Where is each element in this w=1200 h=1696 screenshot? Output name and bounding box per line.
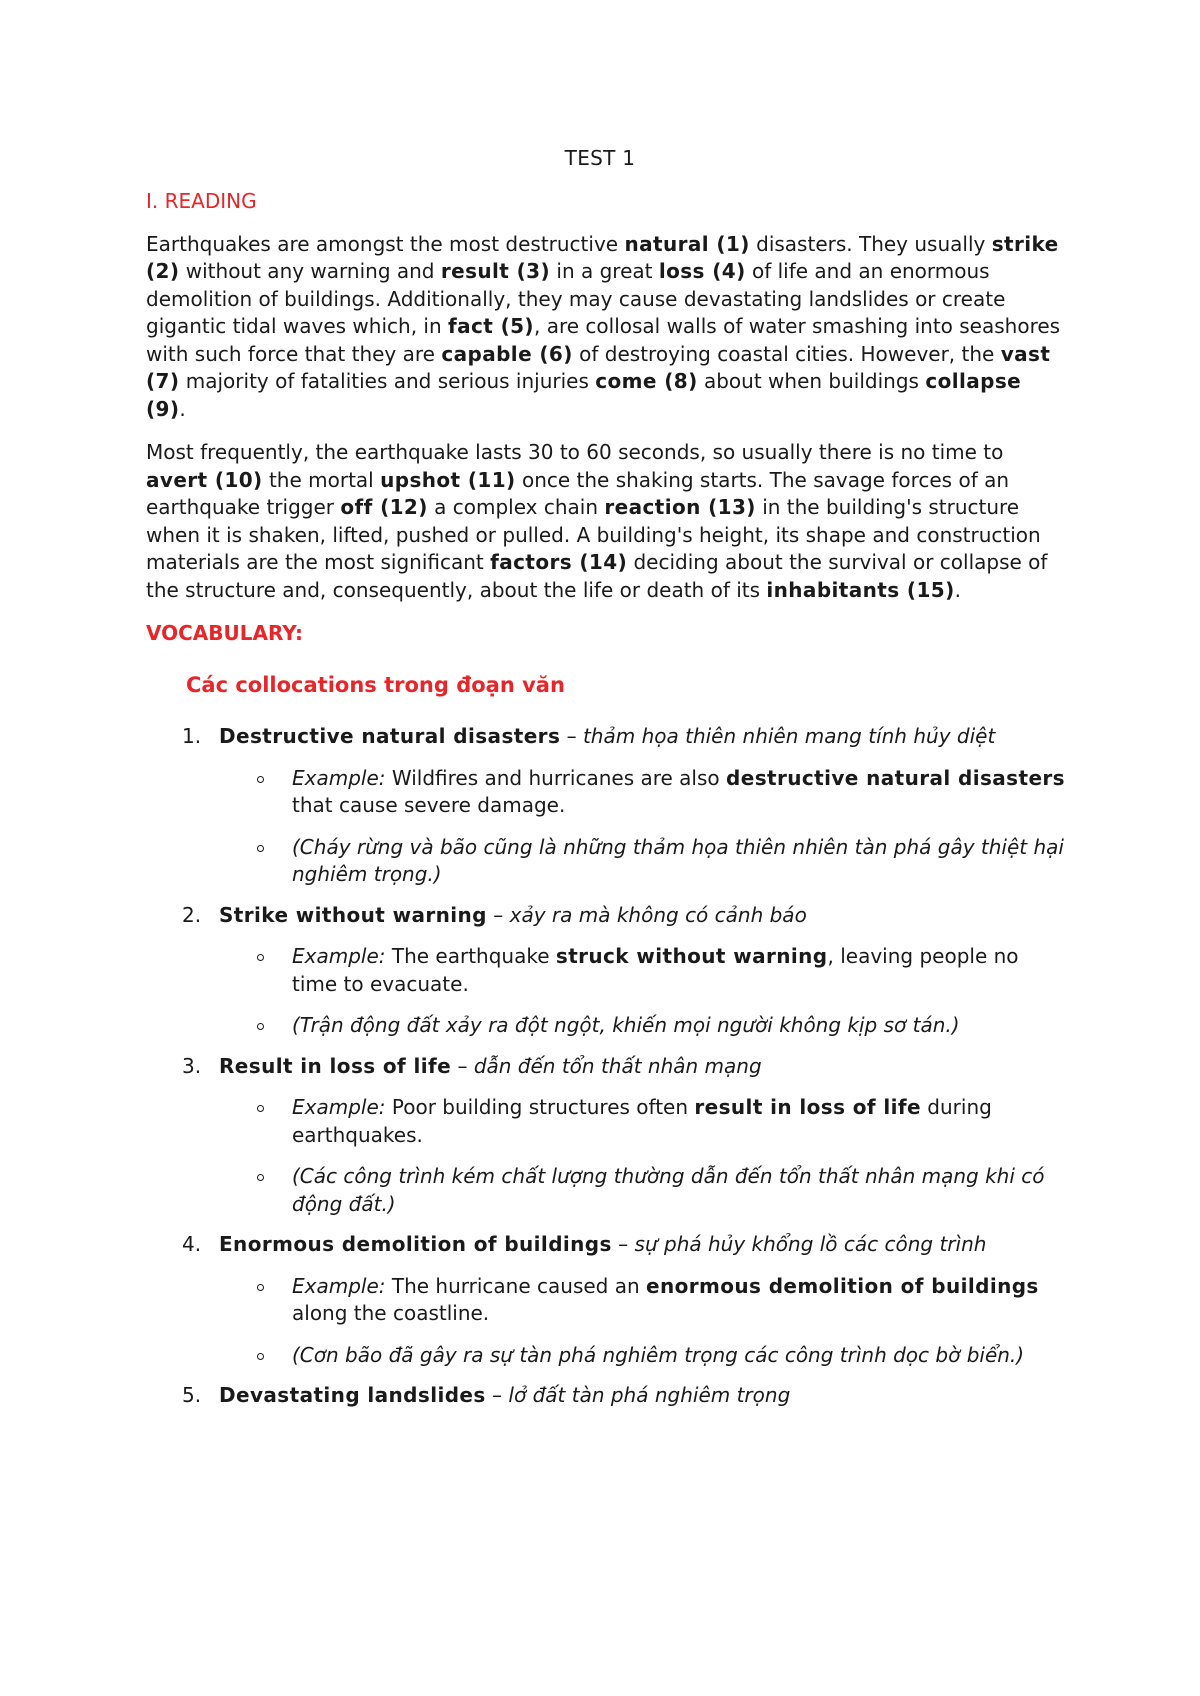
text-run: the mortal — [262, 467, 381, 492]
example-label: Example: — [292, 944, 386, 968]
collocation-meaning: thảm họa thiên nhiên mang tính hủy diệt — [582, 724, 996, 748]
answer-12: off (12) — [340, 495, 428, 519]
item-number: 5. — [182, 1383, 202, 1407]
answer-6: capable (6) — [441, 341, 573, 366]
collocation-term: Result in loss of life — [219, 1053, 452, 1078]
text-run: about when buildings — [697, 369, 926, 393]
example-collocation: result in loss of life — [694, 1095, 921, 1119]
example-label: Example: — [292, 1095, 386, 1119]
dash: – — [560, 724, 583, 748]
list-item — [146, 1053, 1066, 1219]
page-title: TEST 1 — [564, 146, 636, 170]
answer-5: fact (5) — [448, 314, 534, 338]
dash: – — [611, 1232, 635, 1256]
example-line — [146, 1094, 1066, 1149]
answer-3: result (3) — [440, 259, 551, 283]
answer-2: strike (2) — [146, 231, 1059, 283]
text-run: majority of fatalities and serious injuries — [179, 369, 596, 393]
text-run: Earthquakes are amongst the most destructive — [146, 231, 625, 256]
answer-13: reaction (13) — [604, 495, 756, 519]
collocation-meaning: dẫn đến tổn thất nhân mạng — [473, 1053, 762, 1078]
text-run: that cause severe damage. — [292, 793, 566, 817]
text-run: in a great — [550, 259, 659, 283]
text-run: Poor building structures often — [385, 1095, 695, 1119]
example-label: Example: — [292, 765, 386, 790]
document-body — [146, 188, 1066, 1424]
circle-bullet-icon — [257, 1353, 264, 1360]
circle-bullet-icon — [257, 1105, 264, 1112]
collocation-entry — [219, 723, 1066, 751]
collocation-entry — [219, 1382, 1066, 1410]
text-run: a complex chain — [427, 495, 605, 519]
text-run: The earthquake — [385, 944, 556, 968]
text-run: The hurricane caused an — [385, 1273, 647, 1298]
text-run: without any warning and — [179, 259, 441, 283]
text-run: . — [179, 396, 186, 421]
collocation-list — [146, 723, 1066, 1410]
text-run: Wildfires and hurricanes are also — [385, 765, 727, 790]
dash: – — [451, 1053, 474, 1078]
circle-bullet-icon — [257, 1284, 264, 1291]
vocabulary-heading: VOCABULARY: — [146, 621, 304, 645]
text-run: , leaving people no time to evacuate. — [292, 944, 1019, 996]
collocation-meaning: lở đất tàn phá nghiêm trọng — [508, 1383, 791, 1407]
text-run: disasters. They usually — [749, 231, 992, 256]
example-collocation: enormous demolition of buildings — [646, 1273, 1039, 1298]
collocation-entry — [219, 1231, 1066, 1259]
item-number: 2. — [182, 902, 202, 927]
answer-4: loss (4) — [658, 259, 746, 283]
text-run: once the shaking starts. The savage forces of an earthquake trigger — [146, 467, 1010, 519]
text-run: in the building's structure when it is shaken, lifted, pushed or pulled. A building's height, its shape and construction materials are the most significant — [146, 495, 1041, 574]
answer-14: factors (14) — [490, 550, 628, 574]
item-number: 3. — [182, 1053, 202, 1078]
item-number: 4. — [182, 1232, 202, 1256]
answer-11: upshot (11) — [380, 467, 516, 492]
text-run: . — [954, 577, 961, 602]
circle-bullet-icon — [257, 954, 264, 961]
collocation-entry — [219, 1053, 1066, 1081]
text-run: of life and an enormous demolition of buildings. Additionally, they may cause devastating landslides or create gigantic tidal waves which, in — [146, 259, 1006, 338]
text-run: of destroying coastal cities. However, the — [572, 341, 1001, 366]
text-run: deciding about the survival or collapse of the structure and, consequently, about the life or death of its — [146, 550, 1048, 602]
answer-10: avert (10) — [146, 467, 263, 492]
text-run: Most frequently, the earthquake lasts 30 to 60 seconds, so usually there is no time to — [146, 440, 1004, 464]
translation-text: (Cháy rừng và bão cũng là những thảm họa thiên nhiên tàn phá gây thiệt hại nghiêm trọng.) — [292, 834, 1064, 886]
translation-text: (Cơn bão đã gây ra sự tàn phá nghiêm trọng các công trình dọc bờ biển.) — [292, 1342, 1025, 1367]
collocation-meaning: sự phá hủy khổng lồ các công trình — [634, 1232, 987, 1256]
answer-15: inhabitants (15) — [766, 577, 955, 602]
text-run: along the coastline. — [292, 1301, 490, 1325]
answer-1: natural (1) — [624, 231, 750, 256]
text-run: during earthquakes. — [292, 1095, 992, 1147]
dash: – — [485, 1383, 509, 1407]
collocation-term: Destructive natural disasters — [219, 724, 561, 748]
dash: – — [486, 902, 510, 927]
list-item — [146, 723, 1066, 889]
example-collocation: struck without warning — [555, 944, 828, 968]
collocations-subheading: Các collocations trong đoạn văn — [186, 672, 565, 697]
list-item — [146, 1382, 1066, 1410]
answer-9: collapse (9) — [146, 369, 1022, 421]
reading-heading: I. READING — [146, 189, 257, 213]
list-item — [146, 1231, 1066, 1369]
collocation-term: Devastating landslides — [219, 1383, 486, 1407]
circle-bullet-icon — [257, 776, 264, 783]
translation-line — [146, 834, 1066, 889]
collocation-term: Strike without warning — [219, 902, 487, 927]
text-run: , are collosal walls of water smashing into seashores with such force that they are — [146, 314, 1061, 366]
circle-bullet-icon — [257, 1023, 264, 1030]
example-line — [146, 765, 1066, 820]
example-line — [146, 1273, 1066, 1328]
translation-text: (Trận động đất xảy ra đột ngột, khiến mọi người không kịp sơ tán.) — [292, 1013, 960, 1037]
reading-paragraph-1 — [146, 231, 1066, 424]
translation-text: (Các công trình kém chất lượng thường dẫn đến tổn thất nhân mạng khi có động đất.) — [292, 1164, 1045, 1216]
collocation-term: Enormous demolition of buildings — [219, 1232, 612, 1256]
example-collocation: destructive natural disasters — [726, 765, 1065, 790]
example-line — [146, 943, 1066, 998]
translation-line — [146, 1012, 1066, 1040]
answer-8: come (8) — [595, 369, 698, 393]
answer-7: vast (7) — [146, 341, 1051, 393]
example-label: Example: — [292, 1273, 386, 1298]
circle-bullet-icon — [257, 845, 264, 852]
reading-paragraph-2 — [146, 439, 1066, 604]
circle-bullet-icon — [257, 1174, 264, 1181]
collocation-meaning: xảy ra mà không có cảnh báo — [509, 902, 807, 927]
collocation-entry — [219, 902, 1066, 930]
list-item — [146, 902, 1066, 1040]
translation-line — [146, 1342, 1066, 1370]
translation-line — [146, 1163, 1066, 1218]
item-number: 1. — [182, 724, 202, 748]
